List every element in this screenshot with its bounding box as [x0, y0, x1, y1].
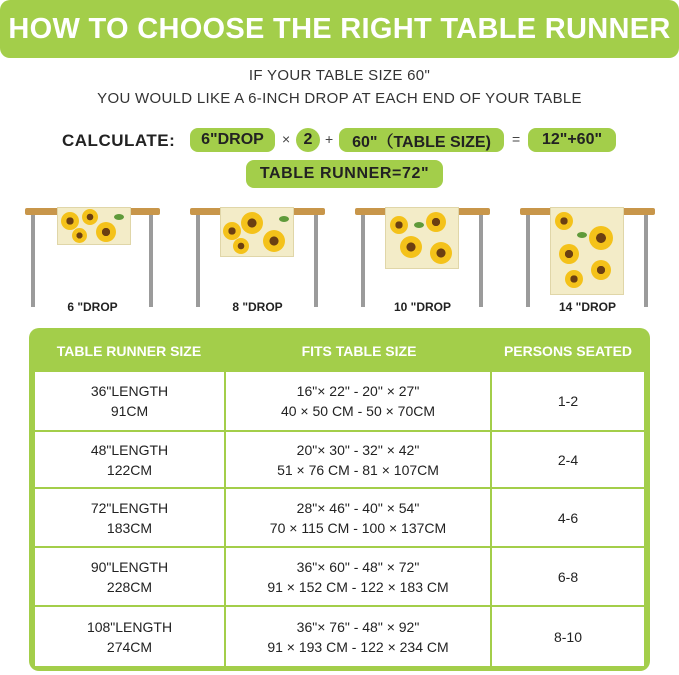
fits-size-cm: 70 × 115 CM - 100 × 137CM [269, 519, 447, 536]
fits-size-inches: 20"× 30" - 32" × 42" [296, 441, 420, 458]
persons-cell: 2-4 [557, 451, 579, 468]
table-row [35, 432, 644, 489]
sum-term: 12"+60" [541, 131, 603, 148]
table-leg [526, 215, 530, 307]
persons-cell: 4-6 [557, 509, 579, 526]
drop-label: 14 "DROP [558, 300, 617, 314]
fits-size-cell [226, 548, 490, 605]
runner-length-inches: 108"LENGTH [86, 618, 173, 635]
runner-length-cm: 122CM [106, 461, 153, 478]
fits-size-cell [226, 372, 490, 430]
table-leg [479, 215, 483, 307]
drop-illustration-14 [520, 205, 655, 315]
multiply-sign: × [282, 131, 291, 147]
table-size-pill [339, 128, 504, 152]
drop-term: 6"DROP [201, 131, 264, 148]
table-row [35, 607, 644, 666]
sum-pill [528, 128, 616, 152]
runner-size-cell [35, 489, 224, 546]
table-leg [31, 215, 35, 307]
table-leg [149, 215, 153, 307]
multiplier-pill [296, 128, 320, 152]
result-text: TABLE RUNNER=72" [259, 165, 430, 182]
table-row [35, 372, 644, 432]
page-title: HOW TO CHOOSE THE RIGHT TABLE RUNNER [8, 12, 671, 45]
fits-size-cm: 40 × 50 CM - 50 × 70CM [280, 403, 436, 419]
drop-term-pill [190, 128, 275, 152]
fits-size-inches: 16"× 22" - 20" × 27" [296, 383, 420, 399]
runner-length-cm: 183CM [106, 519, 153, 536]
header-persons-seated: PERSONS SEATED [503, 343, 633, 359]
title-banner [0, 0, 679, 58]
fits-size-inches: 36"× 76" - 48" × 92" [296, 618, 420, 635]
runner-length-cm: 274CM [106, 638, 153, 655]
table-size-term: 60"（TABLE SIZE) [352, 133, 491, 151]
runner-length-inches: 36"LENGTH [90, 383, 169, 399]
table-leg [196, 215, 200, 307]
table-row [35, 548, 644, 607]
table-runner-image [57, 207, 131, 245]
intro-line-1: IF YOUR TABLE SIZE 60" [248, 67, 431, 84]
runner-length-cm: 228CM [106, 578, 153, 595]
fits-size-cm: 91 × 193 CM - 122 × 234 CM [267, 638, 449, 655]
table-leg [314, 215, 318, 307]
drop-illustration-10 [355, 205, 490, 315]
runner-size-cell [35, 372, 224, 430]
fits-size-cell [226, 607, 490, 666]
persons-cell: 6-8 [557, 568, 579, 585]
table-body [35, 372, 644, 666]
drop-illustration-8 [190, 205, 325, 315]
table-runner-image [385, 207, 459, 269]
runner-size-cell [35, 607, 224, 666]
table-runner-image [550, 207, 624, 295]
drop-label: 6 "DROP [67, 300, 118, 314]
runner-length-inches: 48"LENGTH [90, 441, 169, 458]
fits-size-inches: 28"× 46" - 40" × 54" [296, 499, 420, 516]
size-table [29, 328, 650, 671]
multiplier: 2 [303, 131, 313, 148]
fits-size-inches: 36"× 60" - 48" × 72" [296, 558, 420, 575]
header-runner-size: TABLE RUNNER SIZE [56, 343, 202, 359]
runner-length-inches: 72"LENGTH [90, 499, 169, 516]
table-leg [361, 215, 365, 307]
table-runner-image [220, 207, 294, 257]
drop-label: 10 "DROP [393, 300, 452, 314]
equals-sign: = [512, 131, 521, 147]
fits-size-cm: 51 × 76 CM - 81 × 107CM [277, 461, 439, 478]
plus-sign: + [325, 131, 334, 147]
table-leg [644, 215, 648, 307]
table-row [35, 489, 644, 548]
fits-size-cell [226, 432, 490, 487]
drop-illustration-6 [25, 205, 160, 315]
intro-line-2: YOU WOULD LIKE A 6-INCH DROP AT EACH END OF YOUR TABLE [97, 90, 582, 107]
calculation-row [0, 128, 679, 154]
calculate-label: CALCULATE: [62, 131, 176, 150]
fits-size-cm: 91 × 152 CM - 122 × 183 CM [267, 578, 449, 595]
runner-size-cell [35, 432, 224, 487]
runner-size-cell [35, 548, 224, 605]
drop-label: 8 "DROP [232, 300, 283, 314]
persons-cell: 8-10 [553, 628, 583, 645]
runner-length-inches: 90"LENGTH [90, 558, 169, 575]
persons-cell: 1-2 [557, 393, 579, 409]
fits-size-cell [226, 489, 490, 546]
header-fits-table-size: FITS TABLE SIZE [301, 343, 417, 359]
result-pill [246, 160, 443, 188]
runner-length-cm: 91CM [110, 403, 149, 419]
